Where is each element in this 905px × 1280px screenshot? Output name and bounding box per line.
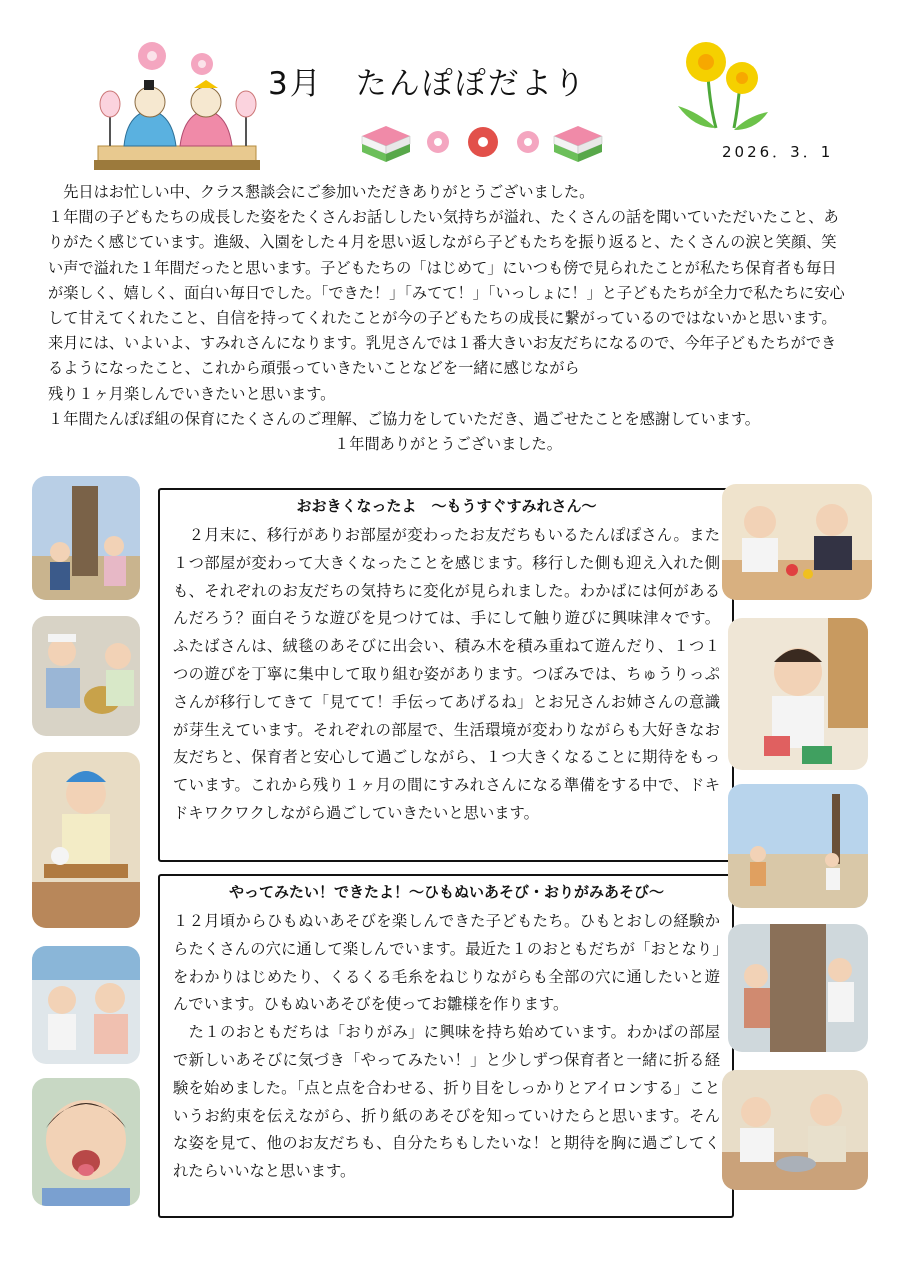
photo-child-laughing: [32, 1078, 140, 1206]
intro-closing: １年間ありがとうございました。: [334, 435, 562, 454]
intro-paragraph: １年間の子どもたちの成長した姿をたくさんお話ししたい気持ちが溢れ、たくさんの話を聞いていただいたこと、ありがたく感じています。進級、入園をした４月を思い返しながら子どもたちを振り返ると、たくさんの涙と笑顔、笑い声で溢れた１年間だったと思います。子どもたちの「はじめて」にいつも傍で見られたことが私たち保育者も毎日が楽しく、嬉しく、面白い毎日でした。「できた！」「みてて！」「いっしょに！」と子どもたちが全力で私たちに安心して甘えてくれたこと、自信を持ってくれたことが今の子どもたちの成長に繋がっているのではないかと思います。来月には、いよいよ、すみれさんになります。乳児さんでは１番大きいお友だちになるので、今年子どもたちができるようになったこと、これから頑張っていきたいことなどを一緒に感じながら: [48, 208, 845, 378]
article-box-growing-up: [158, 488, 734, 862]
photo-children-by-tree: [32, 476, 140, 600]
photo-children-pouring: [722, 1070, 868, 1190]
intro-paragraph: １年間たんぽぽ組の保育にたくさんのご理解、ご協力をしていただき、過ごせたことを感謝しています。: [48, 409, 760, 428]
hina-dolls-illustration: [92, 34, 262, 174]
photo-child-with-tray: [32, 752, 140, 928]
issue-date: 2026．3．1: [722, 143, 834, 161]
article-body: １２月頃からひもぬいあそびを楽しんできた子どもたち。ひもとおしの経験からたくさんの穴に通して楽しんでいます。最近た１のおともだちが「おとなり」をわかりはじめたり、くるくる毛糸をねじりながらも全部の穴に通したいと遊んでいます。ひもぬいあそびを使ってお雛様を作ります。: [173, 912, 720, 1014]
dandelion-illustration: [668, 36, 778, 136]
hishimochi-flower-ornament: [358, 118, 608, 166]
article-box-sewing-origami: [158, 874, 734, 1218]
intro-message: [48, 180, 848, 457]
article-heading: おおきくなったよ ～もうすぐすみれさん～: [296, 497, 597, 515]
intro-paragraph: 残り１ヶ月楽しんでいきたいと思います。: [48, 384, 336, 403]
photo-children-playing-toys: [722, 484, 872, 600]
article-body: た１のおともだちは「おりがみ」に興味を持ち始めています。わかばの部屋で新しいあそびに気づき「やってみたい！」と少しずつ保育者と一緒に折る経験を始めました。「点と点を合わせる、折り目をしっかりとアイロンする」こというお約束を伝えながら、折り紙のあそびを知っていけたらと思います。そんな姿を見て、他のお友だちも、自分たちもしたいな！と期待を胸に過ごしてくれたらいいなと思います。: [173, 1023, 720, 1181]
photo-children-in-park: [728, 784, 868, 908]
article-body: ２月末に、移行がありお部屋が変わったお友だちもいるたんぽぽさん。また１つ部屋が変わって大きくなったことを感じます。移行した側も迎え入れた側も、それぞれのお友だちの気持ちに変化が見られました。わかばには何があるんだろう？面白そうな遊びを見つけては、手にして触り遊びに興味津々です。ふたばさんは、絨毯のあそびに出会い、積み木を積み重ねて遊んだり、１つ１つの遊びを丁寧に集中して取り組む姿があります。つぼみでは、ちゅうりっぷさんが移行してきて「見てて！手伝ってあげるね」とお兄さんお姉さんの意識が芽生えています。それぞれの部屋で、生活環境が変わりながらも大好きなお友だちと、保育者と安心して過ごしながら、１つ大きくなることに期待をもっています。これから残り１ヶ月の間にすみれさんになる準備をする中で、ドキドキワクワクしながら過ごしていきたいと思います。: [173, 526, 720, 822]
photo-child-stacking-blocks: [728, 618, 868, 770]
photo-children-water-play: [32, 616, 140, 736]
intro-paragraph: 先日はお忙しい中、クラス懇談会にご参加いただきありがとうございました。: [48, 183, 595, 201]
article-heading: やってみたい！できたよ！～ひもぬいあそび・おりがみあそび～: [228, 883, 664, 901]
newsletter-title: 3月 たんぽぽだより: [268, 66, 587, 102]
photo-children-at-table: [32, 946, 140, 1064]
photo-children-hugging-tree: [728, 924, 868, 1052]
